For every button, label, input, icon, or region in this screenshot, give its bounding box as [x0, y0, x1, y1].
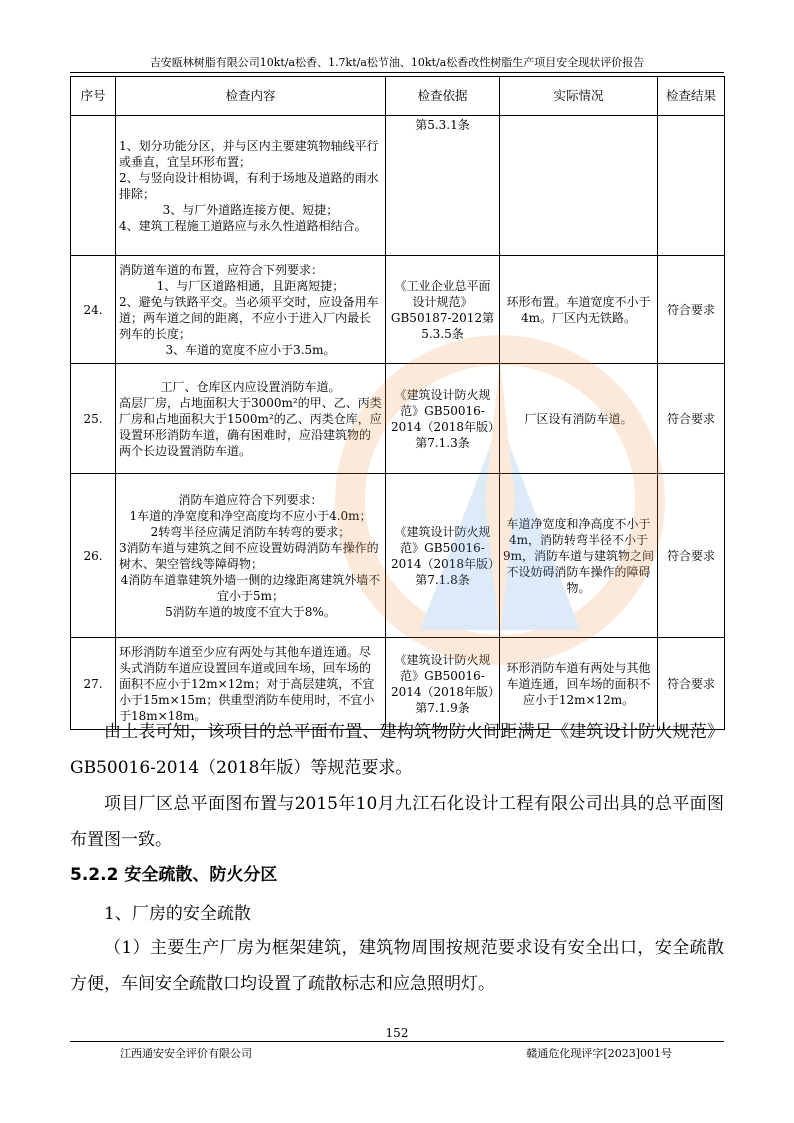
row-result [658, 116, 725, 256]
row-content [116, 116, 386, 256]
content-line: 3、车道的宽度不应小于3.5m。 [165, 342, 336, 357]
row-basis: 《建筑设计防火规范》GB50016-2014（2018年版）第7.1.3条 [386, 364, 500, 474]
header-basis: 检查依据 [386, 77, 500, 116]
paragraph-evacuation: （1）主要生产厂房为框架建筑，建筑物周围按规范要求设有安全出口，安全疏散方便，车间安全疏散口均设置了疏散标志和应急照明灯。 [70, 938, 724, 994]
row-result: 符合要求 [658, 256, 725, 364]
page-number: 152 [385, 1026, 409, 1040]
row-result: 符合要求 [658, 364, 725, 474]
row-result: 符合要求 [658, 474, 725, 638]
row-content [116, 364, 386, 474]
content-line: 工厂、仓库区内应设置消防车道。 [160, 379, 341, 394]
table-row [71, 474, 725, 638]
content-line: 4、建筑工程施工道路应与永久性道路相结合。 [119, 218, 367, 233]
report-title: 吉安瓯林树脂有限公司10kt/a松香、1.7kt/a松节油、10kt/a松香改性树脂生产项目安全现状评价报告 [149, 56, 645, 69]
row-basis: 《建筑设计防火规范》GB50016-2014（2018年版）第7.1.8条 [386, 474, 500, 638]
content-line: 2、与竖向设计相协调，有利于场地及道路的雨水排除； [119, 170, 379, 201]
row-content [116, 256, 386, 364]
content-line: 5消防车道的坡度不宜大于8%。 [165, 604, 336, 619]
row-no: 25. [71, 364, 116, 474]
section-heading: 5.2.2 安全疏散、防火分区 [70, 865, 278, 885]
content-line: 2转弯半径应满足消防车转弯的要求； [150, 524, 351, 539]
row-no: 27. [71, 638, 116, 730]
paragraph-layout: 项目厂区总平面图布置与2015年10月九江石化设计工程有限公司出具的总平面图布置图一致。 [70, 794, 724, 850]
content-line: 1、划分功能分区，并与区内主要建筑物轴线平行或垂直，宜呈环形布置； [119, 138, 379, 169]
content-line: 环形消防车道至少应有两处与其他车道连通。尽头式消防车道应设置回车道或回车场，回车场的面积不应小于12m×12m；对于高层建筑，不宜小于15m×15m；供重型消防车使用时，不宜小于18m×18m。 [119, 644, 375, 723]
table-row [71, 116, 725, 256]
content-line: 2、避免与铁路平交。当必须平交时，应设备用车道；两车道之间的距离，不应小于进入厂内最长列车的长度； [119, 294, 379, 341]
content-line: 高层厂房，占地面积大于3000m²的甲、乙、丙类厂房和占地面积大于1500m²的乙、丙类仓库，应设置环形消防车道，确有困难时，应沿建筑物的两个长边设置消防车道。 [119, 395, 382, 458]
header-actual: 实际情况 [500, 77, 658, 116]
row-actual: 环形消防车道有两处与其他车道连通，回车场的面积不应小于12m×12m。 [500, 638, 658, 730]
header-result: 检查结果 [658, 77, 725, 116]
row-actual: 环形布置。车道宽度不小于4m。厂区内无铁路。 [500, 256, 658, 364]
paragraph-conclusion: 由上表可知，该项目的总平面布置、建构筑物防火间距满足《建筑设计防火规范》GB50016-2014（2018年版）等规范要求。 [70, 722, 724, 778]
row-actual: 车道净宽度和净高度不小于4m，消防转弯半径不小于9m，消防车道与建筑物之间不设妨碍消防车操作的障碍物。 [500, 474, 658, 638]
table-row [71, 256, 725, 364]
header-divider [70, 72, 724, 73]
footer-divider [70, 1041, 724, 1042]
content-line: 1、与厂区道路相通，且距离短捷； [156, 278, 345, 293]
row-no: 24. [71, 256, 116, 364]
footer-company: 江西通安安全评价有限公司 [120, 1047, 252, 1060]
row-no [71, 116, 116, 256]
content-line: 3消防车道与建筑之间不应设置妨碍消防车操作的树木、架空管线等障碍物； [119, 540, 379, 571]
row-basis: 《工业企业总平面设计规范》GB50187-2012第5.3.5条 [386, 256, 500, 364]
content-line: 消防道车道的布置，应符合下列要求： [119, 262, 324, 277]
table-header-row [71, 77, 725, 116]
row-actual [500, 116, 658, 256]
header-no: 序号 [71, 77, 116, 116]
check-table [70, 76, 725, 730]
subsection-heading: 1、厂房的安全疏散 [104, 904, 251, 924]
content-line: 消防车道应符合下列要求： [178, 492, 323, 507]
content-line: 4消防车道靠建筑外墙一侧的边缘距离建筑外墙不宜小于5m； [120, 572, 381, 603]
row-result: 符合要求 [658, 638, 725, 730]
row-basis: 《建筑设计防火规范》GB50016-2014（2018年版）第7.1.9条 [386, 638, 500, 730]
row-content [116, 474, 386, 638]
footer-report-code: 赣通危化现评字[2023]001号 [526, 1047, 672, 1060]
content-line: 1车道的净宽度和净空高度均不应小于4.0m； [129, 508, 372, 523]
content-line: 3、与厂外道路连接方便、短捷； [162, 202, 339, 217]
row-actual: 厂区设有消防车道。 [500, 364, 658, 474]
table-row [71, 364, 725, 474]
row-basis: 第5.3.1条 [386, 116, 500, 256]
row-no: 26. [71, 474, 116, 638]
header-content: 检查内容 [116, 77, 386, 116]
